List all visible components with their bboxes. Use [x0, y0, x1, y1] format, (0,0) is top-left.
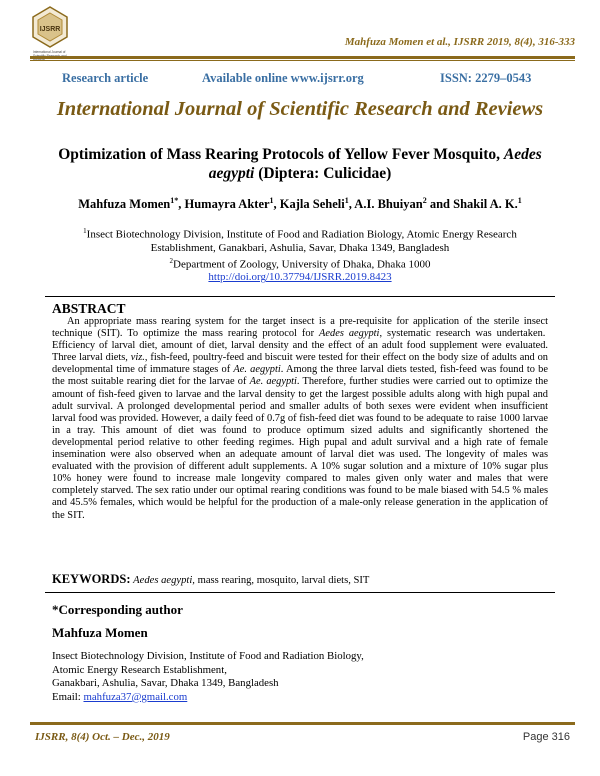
address-line: Ganakbari, Ashulia, Savar, Dhaka 1349, Bangladesh	[52, 677, 279, 690]
availability-link[interactable]: Available online www.ijsrr.org	[202, 71, 364, 85]
author-sup: 1	[269, 196, 274, 205]
footer-rule	[30, 722, 575, 725]
author-name: A.I. Bhuiyan	[354, 197, 423, 212]
title-main: Optimization of Mass Rearing Protocols of Yellow Fever Mosquito,	[58, 146, 504, 163]
author-sup: 1	[517, 196, 522, 205]
corresponding-name: Mahfuza Momen	[52, 625, 148, 640]
header-rule	[30, 56, 575, 59]
keywords-rest: mass rearing, mosquito, larval diets, SIT	[194, 575, 370, 586]
journal-logo	[30, 5, 70, 63]
abstract-top-rule	[45, 296, 555, 297]
affil-text: Insect Biotechnology Division, Institute of Food and Radiation Biology, Atomic Energy Research Establishment, Ganakbari, Ashulia, Savar, Dhaka 1349, Bangladesh	[86, 228, 517, 254]
affil-sup: 2	[169, 256, 174, 265]
affiliations	[60, 225, 540, 284]
issn: ISSN: 2279–0543	[440, 71, 532, 85]
affiliation-1	[60, 225, 540, 255]
author-name: Shakil A. K.	[453, 197, 518, 212]
abstract-paragraph: An appropriate mass rearing system for the target insect is a pre-requisite for application of the sterile insect technique (SIT). To optimize the mass rearing protocol for Aedes aegypti, systematic research was undertaken. Efficiency of larval diet, amount of diet, larval density and the effect of an adult food supplement were evaluated. Three larval diets, viz., fish-feed, poultry-feed and biscuit were tested for their effect on the body size of adults and on developmental time of immature stages of Ae. aegypti. Among the three larval diets tested, fish-feed was found to be the most suitable rearing diet for the larvae of Ae. aegypti. Therefore, further studies were carried out to optimize the amount of fish-feed given to larvae and the larval density to get the largest possible adults along with high pupal and adult survival. A prolonged developmental period and smaller adults of both sexes were evident when insufficient larval food was provided. However, a daily feed of 0.7g of fish-feed diet was found to be adequate to raise 1000 larvae in a tray. This amount of diet was found to produce optimum sized adults and significantly shortened the developmental period relative to other feeding regimes. High pupal and adult survival and a high rate of female insemination were also observed when an adequate amount of larval diet was used. The longevity of males was evaluated with the provision of different adult supplements. A 10% sugar solution and a mixture of 10% sugar plus 10% honey were found to increase male longevity compared to males given only water and males that were completely starved. The sex ratio under our optimal rearing conditions was found to be male biased with 54.5 % males and 45.5% females, which would be helpful for the production of a male-only release generation in the application of the SIT.	[52, 316, 548, 521]
author-sup: 1*	[170, 196, 179, 205]
author-name: Kajla Seheli	[279, 197, 345, 212]
affil-sup: 1	[83, 227, 87, 235]
abstract-bottom-rule	[45, 592, 555, 593]
article-type: Research article	[62, 71, 149, 85]
corresponding-address	[52, 650, 364, 704]
corresponding-heading: *Corresponding author	[52, 602, 183, 617]
header-rule-thin	[30, 60, 575, 61]
running-head: Mahfuza Momen et al., IJSRR 2019, 8(4), 316-333	[344, 36, 575, 48]
affil-text: Department of Zoology, University of Dhaka, Dhaka 1000	[173, 258, 431, 271]
journal-title: International Journal of Scientific Research and Reviews	[56, 98, 544, 120]
address-line: Atomic Energy Research Establishment,	[52, 663, 227, 676]
page-number: Page 316	[522, 731, 570, 743]
address-line: Insect Biotechnology Division, Institute of Food and Radiation Biology,	[52, 650, 364, 662]
author-sup: 2	[422, 196, 427, 205]
author-name: Humayra Akter	[184, 197, 270, 212]
keywords-species: Aedes aegypti,	[133, 575, 195, 586]
author-sup: 1	[344, 196, 349, 205]
author-name: Mahfuza Momen	[78, 197, 171, 212]
paper-title	[40, 145, 560, 183]
title-tail: (Diptera: Culicidae)	[254, 165, 392, 182]
abstract-heading: ABSTRACT	[52, 301, 126, 316]
email-link[interactable]: mahfuza37@gmail.com	[83, 690, 188, 703]
footer-citation: IJSRR, 8(4) Oct. – Dec., 2019	[35, 731, 170, 743]
email-label: Email:	[52, 690, 84, 703]
keywords-label: KEYWORDS	[52, 572, 127, 586]
doi-link[interactable]: http://doi.org/10.37794/IJSRR.2019.8423	[208, 271, 392, 284]
title-species: Aedes aegypti	[208, 146, 542, 182]
affiliation-2	[60, 255, 540, 272]
logo-emblem-icon	[30, 5, 70, 63]
logo-text: IJSRR	[39, 26, 61, 33]
svg-text:International Journal of: International Journal of	[33, 50, 66, 54]
abstract-text	[52, 316, 548, 522]
author-list: Mahfuza Momen$^{1*}$, Humayra Akter$^1$, Kajla Seheli$^1$, A.I. Bhuiyan$^2$ and Shakil A. K.$^1$	[78, 196, 522, 212]
email-line	[52, 691, 364, 705]
keywords: KEYWORDS: Aedes aegypti, mass rearing, mosquito, larval diets, SIT	[52, 572, 370, 586]
